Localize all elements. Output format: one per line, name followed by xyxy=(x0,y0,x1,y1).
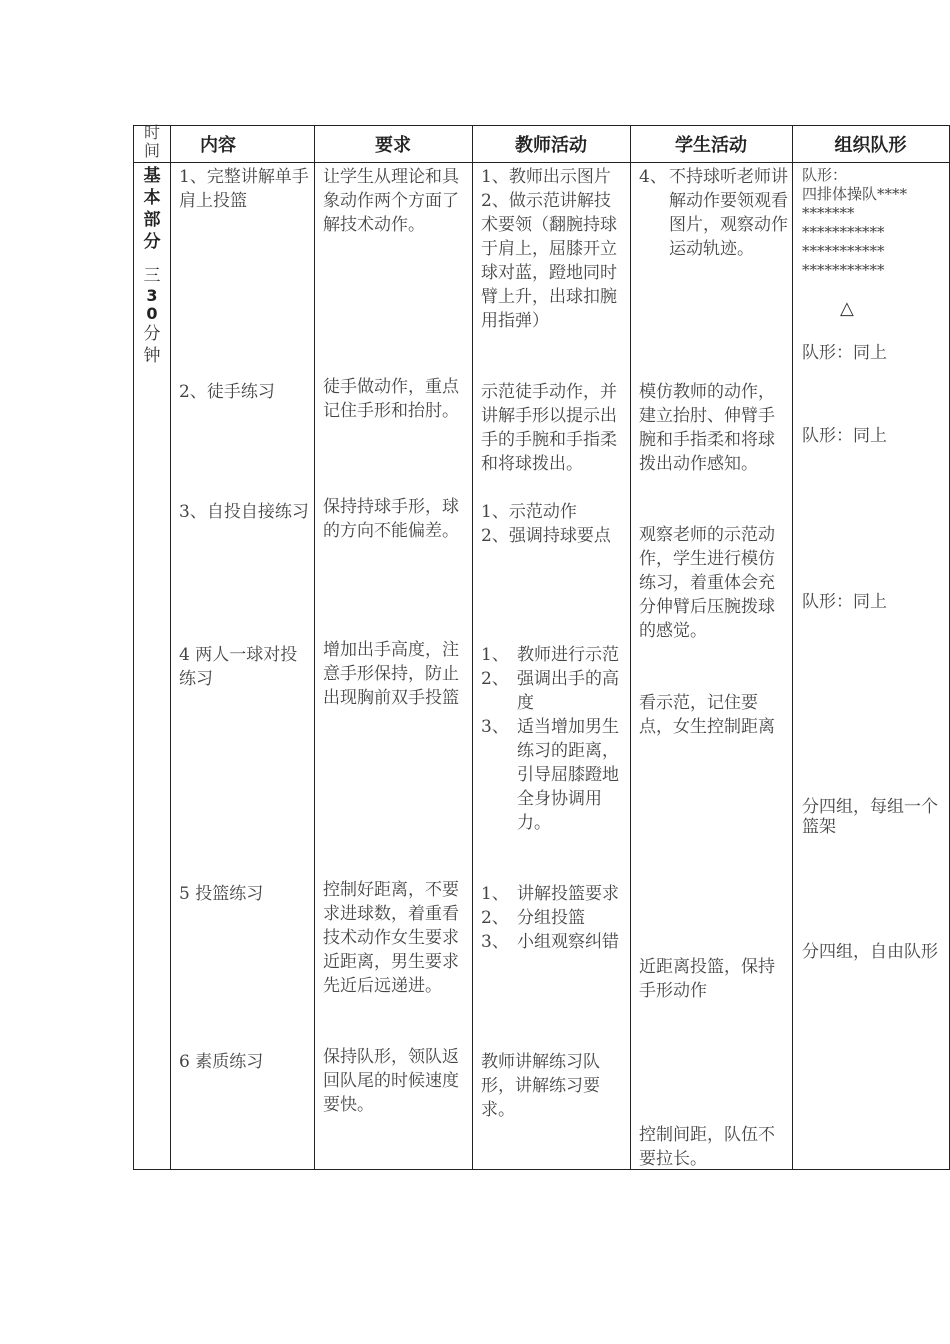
teacher-position-icon: △ xyxy=(840,298,854,319)
student-activity-1-number: 4、 xyxy=(639,167,667,187)
header-content: 内容 xyxy=(200,135,236,156)
header-formation: 组织队形 xyxy=(834,135,907,156)
formation-1-line: ******* xyxy=(802,204,855,222)
teacher-activity-2: 示范徒手动作，并讲解手形以提示出手的手腕和手指柔和将球拨出。 xyxy=(481,382,617,474)
formation-1-line: 四排体操队**** xyxy=(802,185,908,203)
section-minutes: 30 xyxy=(146,286,158,323)
header-teacher-activity: 教师活动 xyxy=(515,135,587,156)
student-activity-3: 观察老师的示范动作，学生进行模仿练习，着重体会充分伸臂后压腕拨球的感觉。 xyxy=(639,525,775,641)
content-item-5: 5 投篮练习 xyxy=(179,884,264,904)
requirement-1: 让学生从理论和具象动作两个方面了解技术动作。 xyxy=(323,167,459,235)
formation-2: 队形：同上 xyxy=(802,343,887,363)
header-time: 时间 xyxy=(143,123,160,160)
requirement-3: 保持持球手形，球的方向不能偏差。 xyxy=(323,497,459,541)
column-divider xyxy=(472,125,473,1170)
list-item: 2、 强调出手的高度 xyxy=(481,669,619,713)
requirement-2: 徒手做动作，重点记住手形和抬肘。 xyxy=(323,377,459,421)
teacher-activity-1: 1、教师出示图片 2、做示范讲解技术要领（翻腕持球于肩上，屈膝开立球对蓝，蹬地同时臂上升，出球扣腕用指弹） xyxy=(481,167,617,331)
section-part-label: 基本部分 xyxy=(143,166,161,252)
content-item-1: 1、完整讲解单手肩上投篮 xyxy=(179,167,309,211)
content-item-6: 6 素质练习 xyxy=(179,1052,264,1072)
student-activity-4: 看示范，记住要点，女生控制距离 xyxy=(639,693,775,737)
formation-1 xyxy=(802,166,948,280)
header-divider xyxy=(133,162,950,163)
table-border-left xyxy=(133,125,134,1170)
content-item-4: 4 两人一球对投练习 xyxy=(179,645,298,689)
student-activity-2: 模仿教师的动作，建立抬肘、伸臂手腕和手指柔和将球拨出动作感知。 xyxy=(639,382,775,474)
column-divider xyxy=(170,125,171,1170)
formation-1-line: *********** xyxy=(802,242,885,260)
student-activity-1 xyxy=(639,165,789,261)
formation-5: 分四组，每组一个篮架 xyxy=(802,797,938,837)
column-divider xyxy=(792,125,793,1170)
list-item: 1、 教师进行示范 xyxy=(481,645,619,665)
formation-4: 队形：同上 xyxy=(802,592,887,612)
list-item: 2、 分组投篮 xyxy=(481,908,585,928)
student-activity-5: 近距离投篮，保持手形动作 xyxy=(639,957,775,1001)
list-item: 3、 小组观察纠错 xyxy=(481,932,619,952)
section-unit: 分钟 xyxy=(143,324,161,366)
list-item: 3、 适当增加男生练习的距离，引导屈膝蹬地全身协调用力。 xyxy=(481,717,619,833)
table-border-bottom xyxy=(133,1169,950,1170)
teacher-activity-5-list xyxy=(481,882,623,954)
formation-1-line: *********** xyxy=(802,261,885,279)
section-time-label xyxy=(137,165,167,367)
formation-3: 队形：同上 xyxy=(802,426,887,446)
column-divider xyxy=(314,125,315,1170)
list-item: 1、 讲解投篮要求 xyxy=(481,884,619,904)
section-mark: 三 xyxy=(143,266,161,286)
requirement-6: 保持队形，领队返回队尾的时候速度要快。 xyxy=(323,1047,459,1115)
student-activity-1-text: 不持球听老师讲解动作要领观看图片，观察动作运动轨迹。 xyxy=(669,167,788,259)
teacher-activity-3b: 2、强调持球要点 xyxy=(481,526,611,546)
column-divider xyxy=(630,125,631,1170)
content-item-3: 3、自投自接练习 xyxy=(179,502,309,522)
formation-1-label: 队形： xyxy=(802,166,848,184)
teacher-activity-4-list xyxy=(481,643,623,835)
teacher-activity-6: 教师讲解练习队形，讲解练习要求。 xyxy=(481,1052,600,1120)
requirement-4: 增加出手高度，注意手形保持，防止出现胸前双手投篮 xyxy=(323,640,459,708)
requirement-5: 控制好距离，不要求进球数，着重看技术动作女生要求近距离，男生要求先近后远递进。 xyxy=(323,880,459,996)
formation-6: 分四组，自由队形 xyxy=(802,942,938,962)
teacher-activity-3a: 1、示范动作 xyxy=(481,502,577,522)
student-activity-6: 控制间距，队伍不要拉长。 xyxy=(639,1125,775,1169)
header-requirements: 要求 xyxy=(375,135,411,156)
formation-1-line: *********** xyxy=(802,223,885,241)
content-item-2: 2、徒手练习 xyxy=(179,382,275,402)
header-student-activity: 学生活动 xyxy=(675,135,747,156)
